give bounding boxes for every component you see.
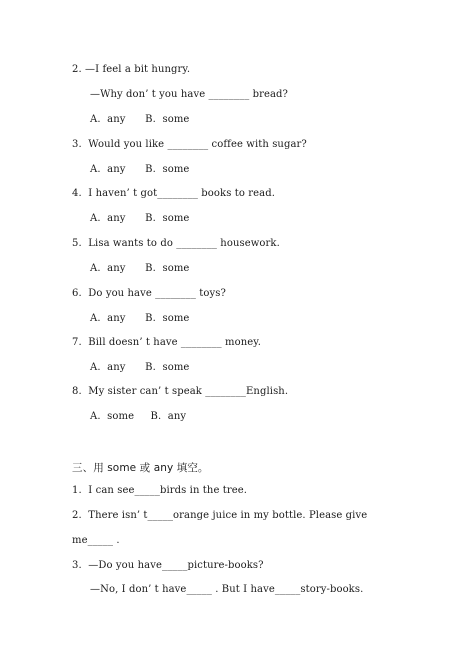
q2-reply: —Why don’ t you have ________ bread? — [90, 89, 289, 100]
q3-options: A. any B. some — [90, 164, 190, 175]
q7-options: A. any B. some — [90, 362, 190, 373]
q5-stem: 5. Lisa wants to do ________ housework. — [72, 238, 280, 249]
s3-q1: 1. I can see_____birds in the tree. — [72, 485, 248, 496]
q4-stem: 4. I haven’ t got________ books to read. — [72, 188, 275, 199]
q2-stem: 2. —I feel a bit hungry. — [72, 64, 191, 75]
q6-stem: 6. Do you have ________ toys? — [72, 288, 226, 299]
section3-heading: 三、用 some 或 any 填空。 — [72, 462, 209, 474]
s3-q3-line1: 3. —Do you have_____picture-books? — [72, 560, 264, 571]
s3-q2-line2: me_____ . — [72, 535, 120, 546]
q3-stem: 3. Would you like ________ coffee with sugar? — [72, 139, 307, 150]
q5-options: A. any B. some — [90, 263, 190, 274]
q8-options: A. some B. any — [90, 411, 187, 422]
q8-stem: 8. My sister can’ t speak ________English. — [72, 386, 289, 397]
q6-options: A. any B. some — [90, 313, 190, 324]
q2-options: A. any B. some — [90, 114, 190, 125]
q7-stem: 7. Bill doesn’ t have ________ money. — [72, 337, 261, 348]
s3-q3-line2: —No, I don’ t have_____ . But I have_____story-books. — [90, 584, 364, 595]
q4-options: A. any B. some — [90, 213, 190, 224]
s3-q2-line1: 2. There isn’ t_____orange juice in my bottle. Please give — [72, 510, 368, 521]
